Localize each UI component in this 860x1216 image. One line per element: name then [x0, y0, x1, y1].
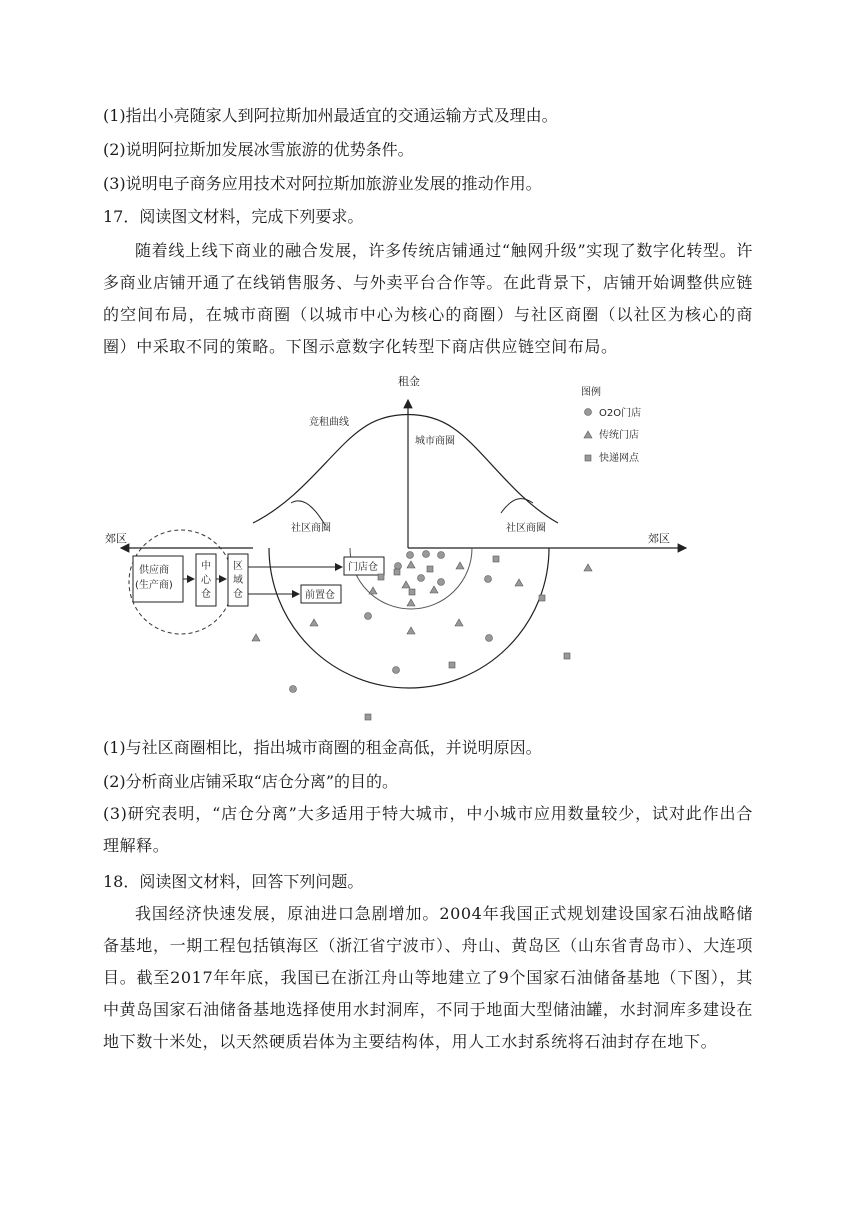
community-curve-right [501, 499, 533, 513]
legend-express-label: 快递网点 [599, 453, 639, 464]
traditional-store [369, 587, 377, 594]
regional-warehouse-char1: 区 [233, 561, 243, 572]
express-point [564, 653, 570, 659]
supplier-label-line1: 供应商 [139, 565, 169, 576]
express-point [427, 566, 433, 572]
community-curve-left [291, 501, 325, 525]
central-warehouse-char2: 心 [201, 575, 211, 586]
legend-o2o-symbol [585, 409, 592, 416]
traditional-store [515, 579, 523, 586]
central-warehouse-char3: 仓 [201, 589, 211, 600]
o2o-store [365, 613, 372, 620]
supply-chain-layout-figure [103, 368, 753, 728]
traditional-store [402, 581, 410, 588]
traditional-store [407, 599, 415, 606]
legend-title: 图例 [581, 387, 601, 398]
community-circle-label-right: 社区商圈 [506, 523, 546, 534]
regional-warehouse-char2: 域 [233, 575, 243, 586]
o2o-store [418, 575, 425, 582]
express-point [449, 662, 455, 668]
q17-item-1: (1)与社区商圈相比，指出城市商圈的租金高低，并说明原因。 [103, 738, 542, 757]
o2o-store [407, 552, 414, 559]
legend-traditional-label: 传统门店 [599, 430, 639, 441]
q18-passage: 我国经济快速发展，原油进口急剧增加。2004年我国正式规划建设国家石油战略储备基地，一期工程包括镇海区（浙江省宁波市）、舟山、黄岛区（山东省青岛市）、大连项目。截至2017年年底，我国已在浙江舟山等地建立了9个国家石油储备基地（下图），其中黄岛国家石油储备基地选择使用水封洞库，不同于地面大型储油罐，水封洞库多建设在地下数十米处，以天然硬质岩体为主要结构体，用人工水封系统将石油封存在地下。 [103, 904, 753, 1051]
q17-item-2: (2)分析商业店铺采取“店仓分离”的目的。 [103, 772, 399, 791]
store-warehouse-label: 门店仓 [348, 562, 378, 573]
traditional-store [407, 561, 415, 568]
traditional-store [310, 619, 318, 626]
o2o-store-markers [290, 551, 493, 693]
o2o-store [438, 552, 445, 559]
o2o-store [485, 576, 492, 583]
regional-warehouse-char3: 仓 [233, 589, 243, 600]
express-point [409, 589, 415, 595]
express-point-markers [365, 556, 570, 720]
o2o-store [395, 563, 402, 570]
o2o-store [393, 667, 400, 674]
bid-rent-curve [253, 415, 558, 524]
traditional-store [430, 586, 438, 593]
rent-axis-label: 租金 [398, 375, 420, 388]
express-point [493, 556, 499, 562]
q16-item-2: (2)说明阿拉斯加发展冰雪旅游的优势条件。 [103, 140, 414, 159]
q17-item-3: (3)研究表明，“店仓分离”大多适用于特大城市，中小城市应用数量较少，试对此作出合理解释。 [103, 804, 753, 855]
q16-item-1: (1)指出小亮随家人到阿拉斯加州最适宜的交通运输方式及理由。 [103, 106, 558, 125]
q16-item-3: (3)说明电子商务应用技术对阿拉斯加旅游业发展的推动作用。 [103, 174, 542, 193]
q18-heading: 18．阅读图文材料，回答下列问题。 [103, 872, 364, 891]
central-warehouse-char1: 中 [201, 561, 211, 572]
suburb-left-label: 郊区 [105, 532, 127, 545]
community-circle-label-left: 社区商圈 [291, 523, 331, 534]
express-point [539, 595, 545, 601]
o2o-store [486, 635, 493, 642]
express-point [378, 574, 384, 580]
city-circle-label: 城市商圈 [415, 436, 455, 447]
city-circle-boundary [269, 548, 549, 688]
traditional-store [455, 619, 463, 626]
bid-rent-curve-label: 竞租曲线 [309, 417, 349, 428]
express-point [365, 714, 371, 720]
front-warehouse-label: 前置仓 [305, 590, 335, 601]
legend-express-symbol [585, 455, 591, 461]
o2o-store [438, 579, 445, 586]
supplier-label-line2: (生产商) [135, 580, 173, 591]
q17-passage: 随着线上线下商业的融合发展，许多传统店铺通过“触网升级”实现了数字化转型。许多商业店铺开通了在线销售服务、与外卖平台合作等。在此背景下，店铺开始调整供应链的空间布局，在城市商圈（以城市中心为核心的商圈）与社区商圈（以社区为核心的商圈）中采取不同的策略。下图示意数字化转型下商店供应链空间布局。 [103, 241, 753, 356]
traditional-store [456, 562, 464, 569]
legend-traditional-symbol [584, 431, 592, 438]
o2o-store [423, 551, 430, 558]
traditional-store [407, 627, 415, 634]
o2o-store [290, 686, 297, 693]
traditional-store [584, 564, 592, 571]
supplier-box [133, 556, 183, 602]
legend-o2o-label: O2O门店 [599, 408, 642, 419]
suburb-right-label: 郊区 [648, 532, 670, 545]
q17-heading: 17．阅读图文材料，完成下列要求。 [103, 207, 364, 226]
express-point [394, 569, 400, 575]
traditional-store [252, 634, 260, 641]
